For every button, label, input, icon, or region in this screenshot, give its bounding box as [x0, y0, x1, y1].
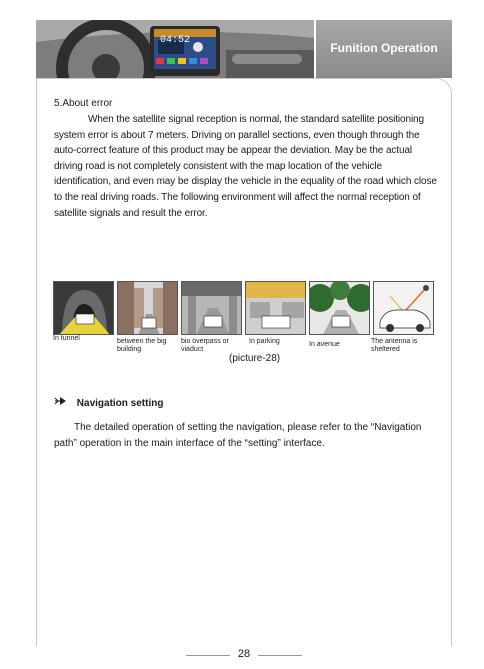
tunnel-icon	[54, 282, 114, 335]
page-header	[36, 20, 452, 78]
picture-label: (picture-28)	[229, 353, 281, 364]
sheltered-antenna-icon	[374, 282, 434, 335]
page-number: 28	[237, 648, 251, 660]
screen-time: 04:52	[160, 35, 191, 46]
picture-avenue	[309, 281, 370, 335]
buildings-icon	[118, 282, 178, 335]
caption-avenue: In avenue	[309, 341, 340, 348]
caption-tunnel: In tunnel	[53, 335, 80, 342]
error-paragraph: When the satellite signal reception is normal, the standard satellite positioning system error is about 7 meters. Driving on parallel sections, even though through the auto-correct feature of this product may be appear the deviation. May be the actual driving road is not completely consistent with the map location of the vehicle identification, and even may be display the vehicle in the equality of the road which close to the real driving roads. The following environment will affect the normal reception of satellite signals and result the error.	[54, 114, 437, 219]
picture-overpass	[181, 281, 242, 335]
arrow-bullet-icon	[54, 396, 68, 409]
navigation-heading: Navigation setting	[76, 398, 164, 409]
caption-sheltered: The antenna is sheltered	[371, 338, 418, 353]
navigation-heading-row	[54, 396, 163, 409]
section-heading: 5.About error	[54, 98, 113, 109]
picture-buildings	[117, 281, 178, 335]
header-title-box	[316, 20, 452, 78]
parking-icon	[246, 282, 306, 335]
footer-rule-left	[186, 655, 230, 656]
caption-parking: In parking	[249, 338, 280, 345]
avenue-icon	[310, 282, 370, 335]
main-content	[54, 98, 438, 221]
caption-overpass: bio overpass or viaduct	[181, 338, 229, 353]
picture-tunnel	[53, 281, 114, 335]
picture-sheltered	[373, 281, 434, 335]
footer-rule-right	[258, 655, 302, 656]
section-title: Funition Operation	[330, 41, 438, 55]
car-dashboard-photo	[36, 20, 314, 78]
dashboard-illustration	[36, 20, 314, 78]
overpass-icon	[182, 282, 242, 335]
navigation-paragraph: The detailed operation of setting the navigation, please refer to the “Navigation path” operation in the main interface of the “setting” interface.	[54, 422, 422, 449]
caption-buildings: between the big building	[117, 338, 167, 353]
picture-parking	[245, 281, 306, 335]
